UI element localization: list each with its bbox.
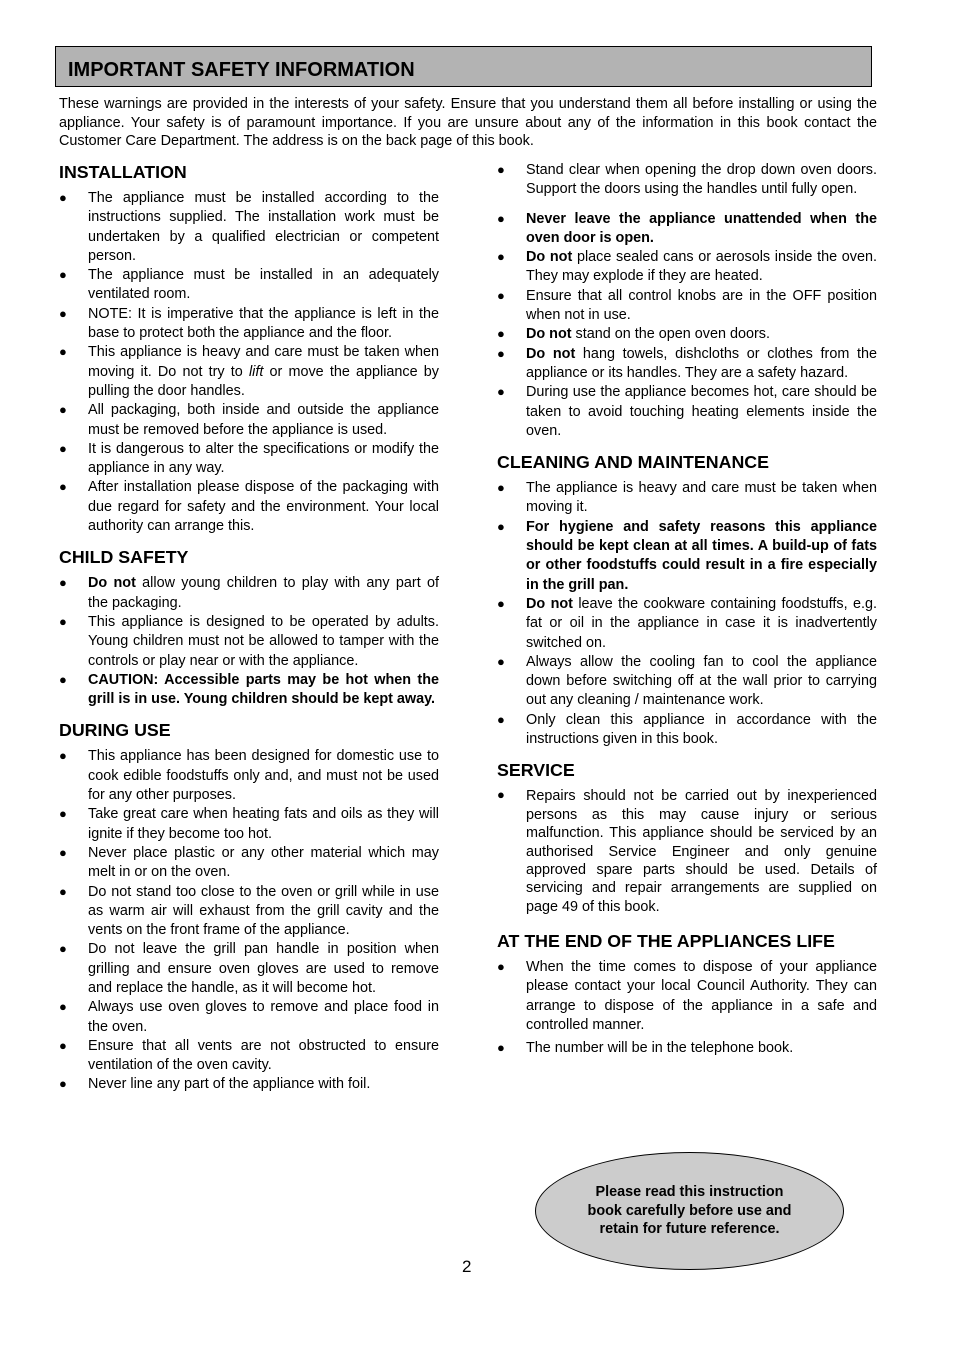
list-item: ● All packaging, both inside and outside the appliance must be removed before the appliance is used. [59,402,439,438]
bullet-icon: ● [59,1076,67,1092]
bullet-icon: ● [59,883,67,899]
list-item: ● The number will be in the telephone book. [497,1040,794,1057]
bullet-icon: ● [59,806,67,822]
service-section [497,759,877,916]
list-item: ● Do not leave the grill pan handle in position when grilling and ensure oven gloves are used to remove and replace the handle, as it will become hot. [59,941,439,996]
during-use-section [59,719,439,1094]
list-item: ● This appliance is designed to be operated by adults. Young children must not be allowed to tamper with the controls or play near or with the appliance. [59,613,439,669]
page-number: 2 [462,1257,472,1276]
list-item: ● Do not allow young children to play with any part of the packaging. [59,575,440,611]
list-item: ● Never place plastic or any other material which may melt in or on the oven. [59,844,439,881]
bullet-icon: ● [497,1040,505,1056]
bullet-icon: ● [497,287,505,303]
bullet-icon: ● [497,384,505,400]
bullet-icon: ● [59,671,67,687]
list-item: ● Take great care when heating fats and oils as they will ignite if they become too hot. [59,806,439,842]
bullet-icon: ● [497,480,505,496]
service-heading: SERVICE [497,760,575,781]
list-item: ● This appliance has been designed for domestic use to cook edible foodstuffs only and, and must not be used for any other purposes. [59,748,439,804]
list-item: ● Never line any part of the appliance with foil. [59,1076,371,1093]
list-item: ● Do not place sealed cans or aerosols inside the oven. They may explode if they are heated. [497,249,877,285]
list-item: ● For hygiene and safety reasons this appliance should be kept clean at all times. A build-up of fats or other foodstuffs could result in a fire especially in the grill pan. [497,518,877,593]
cleaning-heading: CLEANING AND MAINTENANCE [497,452,769,473]
read-instructions-note: Please read this instruction book carefully before use and retain for future reference. [535,1152,844,1270]
bullet-icon: ● [59,748,67,764]
bullet-icon: ● [59,941,67,957]
during-use-heading: DURING USE [59,720,171,741]
installation-heading: INSTALLATION [59,162,187,182]
intro-paragraph: These warnings are provided in the interests of your safety. Ensure that you understand them all before installing or using the appliance. Your safety is of paramount importance. If you are unsure about any of the information in this book contact the Customer Care Department. The address is on the back page of this book. [59,96,877,150]
list-item: ● After installation please dispose of the packaging with due regard for safety and the environment. Your local authority can arrange this. [59,479,439,535]
installation-section [59,161,439,536]
bullet-icon: ● [59,1037,67,1053]
list-item: ● The appliance must be installed in an adequately ventilated room. [59,267,439,303]
list-item: ● Stand clear when opening the drop down oven doors. Support the doors using the handles until fully open. [497,162,877,198]
bullet-icon: ● [59,305,67,321]
list-item: ● Repairs should not be carried out by inexperienced persons as this may cause injury or serious malfunction. This appliance should be serviced by an authorised Service Engineer and only genuine approved spare parts should be used. Details of servicing and repair arrangements are supplied on page 49 of this book. [497,787,877,915]
bullet-icon: ● [59,613,67,629]
list-item: ● Do not leave the cookware containing foodstuffs, e.g. fat or oil in the appliance in case it is inadvertently switched on. [497,595,878,651]
bullet-icon: ● [59,402,67,418]
bullet-icon: ● [59,999,67,1015]
bullet-icon: ● [59,844,67,860]
bullet-icon: ● [59,479,67,495]
list-item: ● Do not hang towels, dishcloths or clothes from the appliance or its handles. They are a safety hazard. [497,345,877,381]
right-column [497,161,877,1069]
bullet-icon: ● [497,787,505,803]
bullet-icon: ● [59,267,67,283]
end-of-life-section [497,930,877,1058]
during-use-continued [497,161,877,441]
bullet-icon: ● [59,190,67,205]
end-of-life-heading: AT THE END OF THE APPLIANCES LIFE [497,931,835,952]
bullet-icon: ● [497,326,505,342]
list-item: ● When the time comes to dispose of your appliance please contact your local Council Authority. They can arrange to dispose of the appliance in a safe and controlled manner. [497,959,877,1034]
bullet-icon: ● [497,959,505,975]
list-item: ● Ensure that all vents are not obstructed to ensure ventilation of the oven cavity. [59,1037,439,1074]
bullet-icon: ● [497,518,505,534]
bullet-icon: ● [497,162,505,177]
list-item: ● Always allow the cooling fan to cool the appliance down before switching off at the wall prior to carrying out any cleaning / maintenance work. [497,653,877,709]
list-item: ● The appliance must be installed according to the instructions supplied. The installation work must be undertaken by a qualified electrician or competent person. [59,190,439,264]
child-safety-section [59,546,439,709]
bullet-icon: ● [59,440,67,456]
list-item: ● Do not stand too close to the oven or grill while in use as warm air will exhaust from the grill cavity and the vents on the front frame of the appliance. [59,883,439,939]
list-item: ● This appliance is heavy and care must be taken when moving it. Do not try to lift or move the appliance by pulling the door handles. [59,344,439,399]
bullet-icon: ● [497,711,505,727]
cleaning-section [497,451,877,749]
list-item: ● It is dangerous to alter the specifications or modify the appliance in any way. [59,440,439,477]
list-item: ● NOTE: It is imperative that the appliance is left in the base to protect both the appliance and the floor. [59,305,439,342]
bullet-icon: ● [497,653,505,669]
bullet-icon: ● [59,344,67,360]
page-title: IMPORTANT SAFETY INFORMATION [55,46,872,87]
left-column [59,161,439,1105]
bullet-icon: ● [497,345,505,361]
list-item: ● During use the appliance becomes hot, care should be taken to avoid touching heating elements inside the oven. [497,384,877,439]
list-item: ● Never leave the appliance unattended when the oven door is open. [497,210,877,246]
list-item: ● The appliance is heavy and care must be taken when moving it. [497,480,877,516]
child-safety-heading: CHILD SAFETY [59,547,189,568]
bullet-icon: ● [497,210,505,226]
bullet-icon: ● [497,595,505,611]
list-item: ● Ensure that all control knobs are in the OFF position when not in use. [497,287,877,324]
list-item: ● Only clean this appliance in accordance with the instructions given in this book. [497,711,877,748]
list-item: ● Always use oven gloves to remove and place food in the oven. [59,999,439,1035]
list-item: ● CAUTION: Accessible parts may be hot when the grill is in use. Young children should be kept away. [59,671,439,708]
bullet-icon: ● [59,575,67,591]
list-item: ● Do not stand on the open oven doors. [497,326,770,343]
bullet-icon: ● [497,249,505,265]
